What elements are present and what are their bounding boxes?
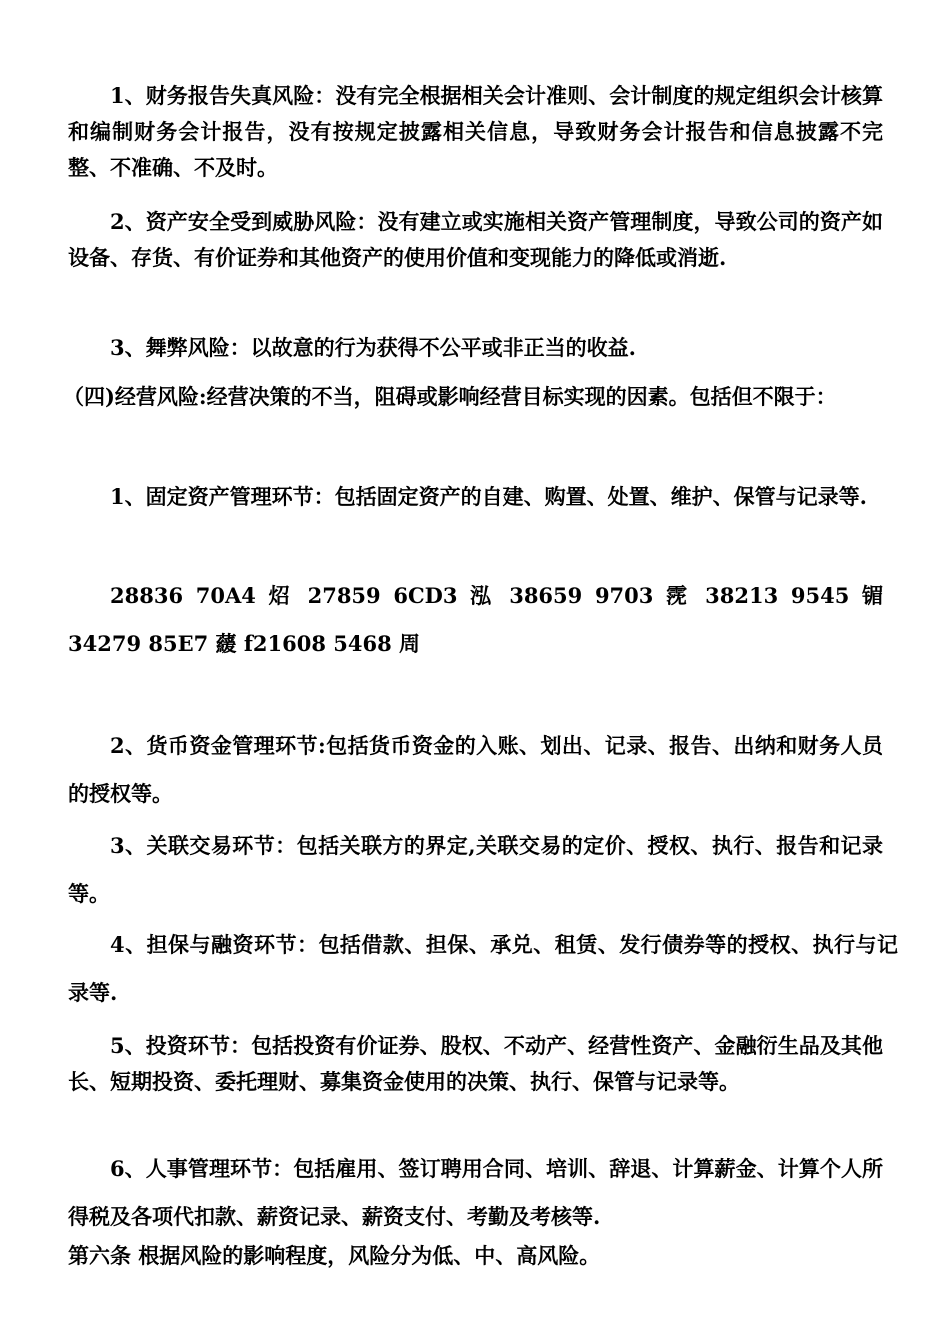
paragraph-cash-management: 2、货币资金管理环节:包括货币资金的入账、划出、记录、报告、出纳和财务人员的授权等。: [68, 733, 883, 806]
paragraph-related-transactions: 3、关联交易环节：包括关联方的界定,关联交易的定价、授权、执行、报告和记录等。: [68, 833, 883, 906]
paragraph-financial-report-risk: 1、财务报告失真风险：没有完全根据相关会计准则、会计制度的规定组织会计核算和编制财务会计报告，没有按规定披露相关信息，导致财务会计报告和信息披露不完整、不准确、不及时。: [68, 83, 883, 180]
paragraph-code-sequence: 28836 70A4 炤 27859 6CD3 泓 38659 9703 霃 38213 9545 镅 34279 85E7 藧 f21608 5468 周: [68, 583, 883, 656]
paragraph-guarantee-financing: 4、担保与融资环节：包括借款、担保、承兑、租赁、发行债券等的授权、执行与记录等.: [68, 932, 898, 1005]
paragraph-fixed-asset-management: 1、固定资产管理环节：包括固定资产的自建、购置、处置、维护、保管与记录等.: [110, 484, 867, 509]
paragraph-investment: 5、投资环节：包括投资有价证券、股权、不动产、经营性资产、金融衍生品及其他长、短期投资、委托理财、募集资金使用的决策、执行、保管与记录等。: [68, 1033, 883, 1094]
paragraph-asset-safety-risk: 2、资产安全受到威胁风险：没有建立或实施相关资产管理制度，导致公司的资产如设备、存货、有价证券和其他资产的使用价值和变现能力的降低或消逝.: [68, 209, 883, 270]
paragraph-article-six: 第六条 根据风险的影响程度，风险分为低、中、高风险。: [68, 1243, 601, 1268]
paragraph-fraud-risk: 3、舞弊风险：以故意的行为获得不公平或非正当的收益.: [110, 335, 636, 360]
paragraph-operating-risk: （四)经营风险:经营决策的不当，阻碍或影响经营目标实现的因素。包括但不限于：: [63, 384, 837, 409]
paragraph-personnel-management: 6、人事管理环节：包括雇用、签订聘用合同、培训、辞退、计算薪金、计算个人所得税及各项代扣款、薪资记录、薪资支付、考勤及考核等.: [68, 1156, 883, 1229]
